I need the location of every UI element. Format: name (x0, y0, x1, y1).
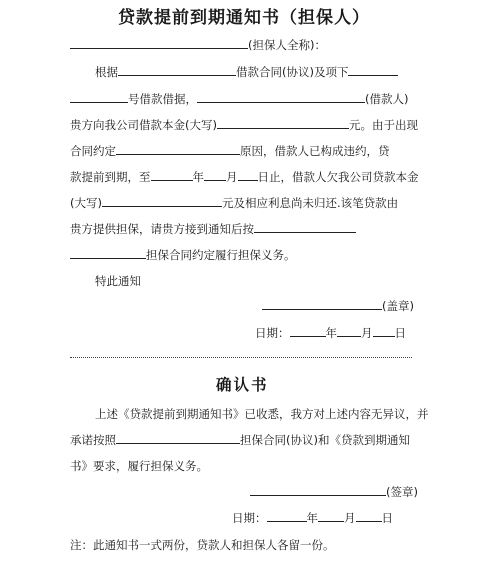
confirm-day-blank (356, 510, 382, 522)
receipt-no-blank (70, 91, 128, 103)
date-day-blank (373, 325, 395, 337)
text-guarantee-contract: 担保合同(协议)和《贷款到期通知 (240, 433, 410, 447)
confirm-title: 确认书 (216, 376, 269, 394)
date-label: 日期： (255, 326, 290, 340)
seal-blank (262, 298, 382, 310)
footnote: 注：此通知书一式两份，贷款人和担保人各留一份。 (70, 538, 335, 552)
sign-line (250, 484, 418, 500)
contract-ref-blank (254, 221, 356, 233)
confirm-line-3: 书》要求，履行担保义务。 (70, 459, 208, 473)
confirm-day-label: 日 (381, 511, 393, 525)
month-label: 月 (361, 326, 373, 340)
guarantee-contract-blank (70, 247, 146, 259)
special-notice: 特此通知 (95, 274, 141, 288)
confirm-month-label: 月 (344, 511, 356, 525)
borrower-blank (197, 91, 365, 103)
due-month-blank (204, 169, 226, 181)
text-early-due: 款提前到期，至 (70, 170, 151, 184)
text-according-to: 根据 (95, 65, 118, 79)
text-borrower: (借款人) (365, 92, 409, 106)
day-label: 日 (394, 326, 406, 340)
principal-amount-blank (217, 117, 349, 129)
confirm-year-blank (267, 510, 307, 522)
text-interest-unpaid: 元及相应利息尚未归还.该笔贷款由 (221, 196, 399, 210)
text-breach: 原因，借款人已构成违约，贷 (240, 144, 390, 158)
due-year-label: 年 (192, 170, 204, 184)
notice-line-7 (70, 221, 356, 237)
sign-blank (250, 484, 386, 496)
confirm-date-line (232, 510, 393, 526)
year-label: 年 (325, 326, 337, 340)
notice-line-4 (70, 143, 390, 159)
notice-line-6 (70, 195, 398, 211)
text-principal: 贵方向我公司借款本金(大写) (70, 118, 217, 132)
text-please-per: 贵方提供担保，请贵方接到通知后按 (70, 222, 254, 236)
item-blank (348, 64, 398, 76)
seal-line (262, 298, 414, 314)
text-receipt: 号借款借据， (128, 92, 197, 106)
seal-label: (盖章) (382, 299, 414, 313)
text-contract-agreed: 合同约定 (70, 144, 116, 158)
text-yuan-due: 元。由于出现 (348, 118, 418, 132)
confirm-month-blank (318, 510, 344, 522)
notice-line-1 (95, 64, 398, 80)
guarantor-line (70, 37, 326, 53)
confirm-date-label: 日期： (232, 511, 267, 525)
confirm-year-label: 年 (306, 511, 318, 525)
due-year-blank (151, 169, 193, 181)
date-year-blank (290, 325, 326, 337)
date-month-blank (337, 325, 361, 337)
text-owed: 日止，借款人欠我公司贷款本金 (257, 170, 419, 184)
confirm-line-2 (70, 432, 410, 448)
text-fulfill-obligation: 担保合同约定履行担保义务。 (146, 248, 296, 262)
guarantor-name-blank (70, 37, 248, 49)
sign-label: (签章) (386, 485, 418, 499)
reason-blank (116, 143, 240, 155)
due-month-label: 月 (226, 170, 238, 184)
text-promise: 承诺按照 (70, 433, 116, 447)
notice-line-2 (70, 91, 408, 107)
notice-date-line (255, 325, 406, 341)
notice-line-8 (70, 247, 296, 263)
dotted-divider (70, 357, 412, 358)
due-day-blank (238, 169, 258, 181)
confirm-contract-blank (116, 432, 240, 444)
owed-amount-blank (102, 195, 222, 207)
notice-line-5 (70, 169, 419, 185)
contract-no-blank (118, 64, 236, 76)
confirm-line-1: 上述《贷款提前到期通知书》已收悉，我方对上述内容无异议，并 (95, 407, 429, 421)
notice-line-3 (70, 117, 418, 133)
guarantor-name-label: (担保人全称)： (248, 38, 326, 52)
notice-title: 贷款提前到期通知书（担保人） (118, 8, 370, 28)
text-capital: (大写) (70, 196, 102, 210)
text-loan-contract: 借款合同(协议)及项下 (236, 65, 349, 79)
